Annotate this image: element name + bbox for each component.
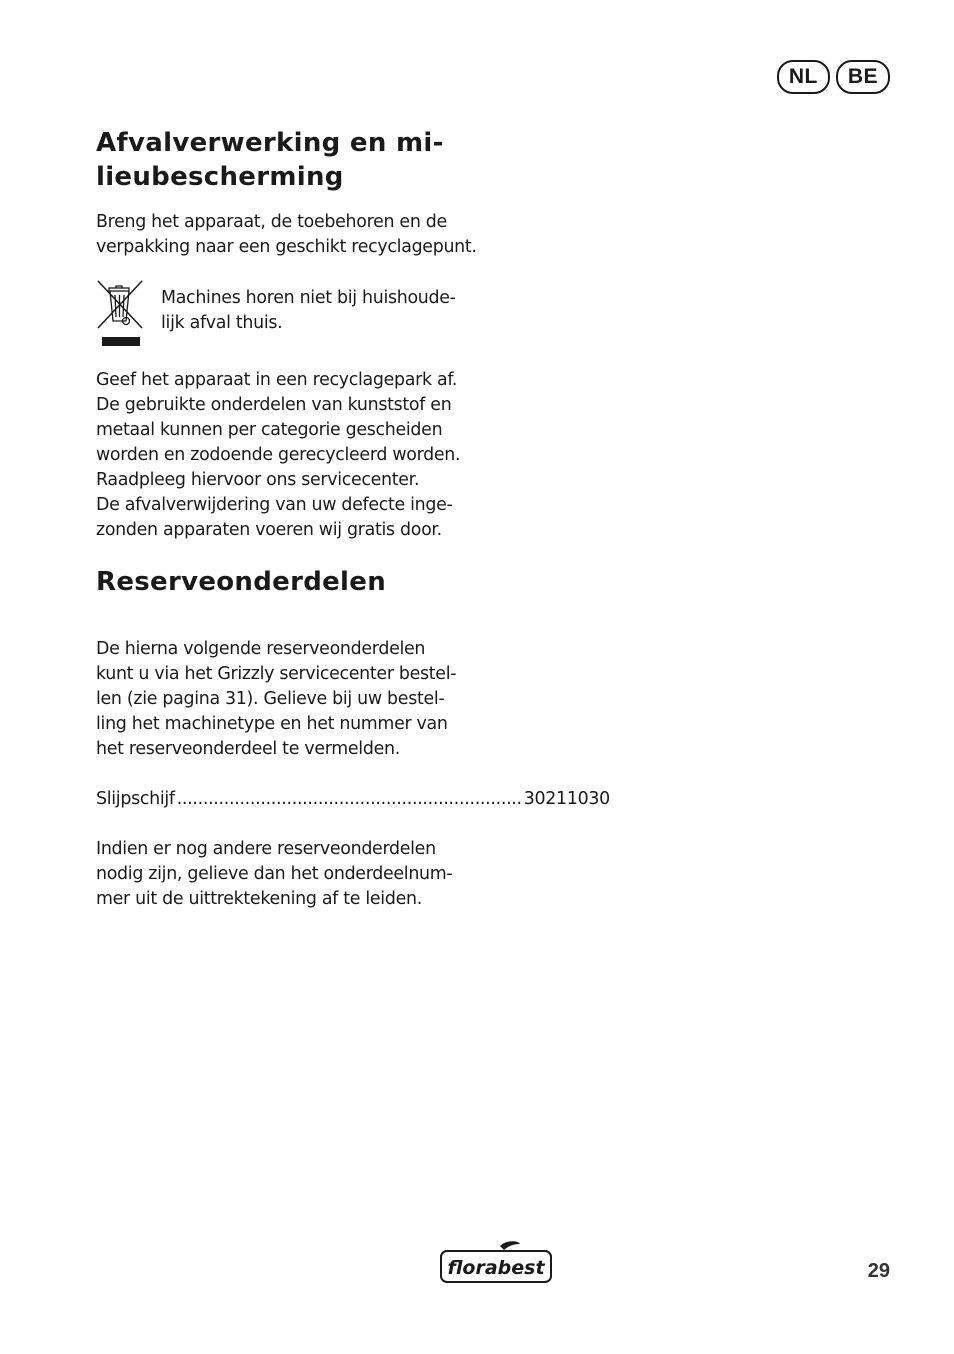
page-number: 29 [867, 1260, 890, 1282]
disposal-paragraph: Geef het apparaat in een recyclagepark af. De gebruikte onderdelen van kunststof en metaal kunnen per categorie gescheiden worden en zodoende gerecycleerd worden. Raadpleeg hiervoor ons servicecenter. De afvalverwijdering van uw defecte inge- zonden apparaten voeren wij gratis door. [96, 370, 461, 540]
language-badges [777, 60, 890, 94]
section-title-waste [96, 126, 486, 194]
section-title-spare-parts: Reserveonderdelen [96, 567, 387, 597]
crossed-out-wheelie-bin-icon [96, 278, 144, 348]
part-list-item [96, 787, 610, 812]
part-number: 30211030 [523, 789, 610, 809]
title-line-2: lieubescherming [96, 162, 344, 192]
content-column [96, 126, 610, 912]
spare-parts-paragraph: De hierna volgende reserveonderdelen kunt u via het Grizzly servicecenter bestel- len (zie pagina 31). Gelieve bij uw bestel- ling het machinetype en het nummer van het reserveonderdeel te vermelden. [96, 639, 457, 759]
intro-paragraph: Breng het apparaat, de toebehoren en de verpakking naar een geschikt recyclagepunt. [96, 212, 477, 257]
weee-notice [96, 278, 486, 348]
florabest-logo [440, 1240, 552, 1284]
weee-text: Machines horen niet bij huishoude- lijk afval thuis. [161, 288, 456, 333]
title-line-1: Afvalverwerking en mi- [96, 128, 444, 158]
part-name: Slijpschijf [96, 789, 175, 809]
logo-text: florabest [447, 1257, 545, 1279]
leader-dots: .................................................................. [176, 789, 522, 809]
badge-nl: NL [777, 60, 830, 94]
outro-paragraph: Indien er nog andere reserveonderdelen nodig zijn, gelieve dan het onderdeelnum- mer uit de uittrektekening af te leiden. [96, 839, 453, 909]
badge-be: BE [836, 60, 890, 94]
